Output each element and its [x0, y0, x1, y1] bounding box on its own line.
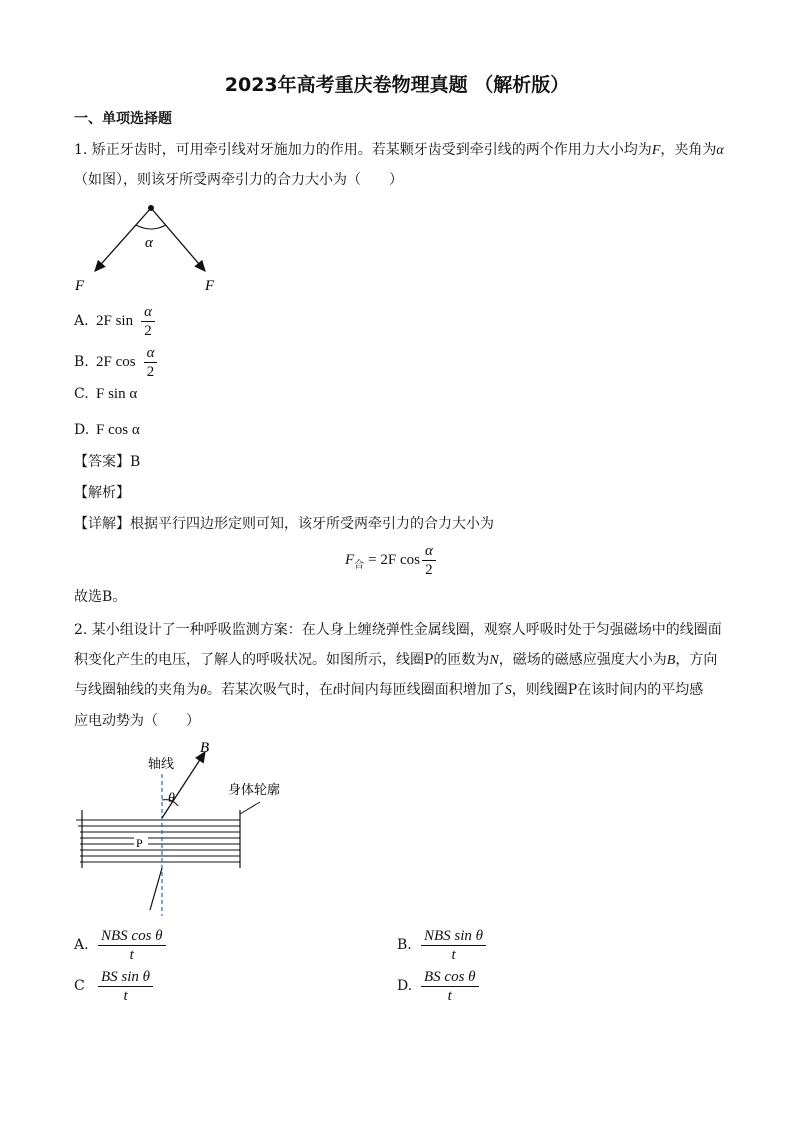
option-label: A. — [74, 937, 89, 953]
frac-num: BS sin θ — [101, 968, 151, 985]
section-heading: 一、单项选择题 — [74, 111, 172, 127]
q2-option-a[interactable] — [74, 925, 168, 965]
option-label: B. — [397, 937, 412, 953]
option-label: D. — [74, 422, 90, 438]
frac-den: 2 — [422, 560, 436, 579]
q1-conclusion: 故选B。 — [74, 589, 127, 605]
q2-stem-line3 — [74, 680, 703, 701]
option-label: C — [74, 978, 85, 994]
theta-label: θ — [168, 791, 175, 806]
force-arrow-right — [151, 208, 205, 271]
q2-var-B: B — [666, 653, 676, 668]
option-expr: 2F sin — [96, 312, 134, 329]
q1-option-d[interactable] — [74, 415, 140, 445]
q1-option-c[interactable] — [74, 379, 137, 409]
q2-coil-diagram — [70, 738, 310, 918]
detail-text: 根据平行四边形定则可知，该牙所受两牵引力的合力大小为 — [130, 516, 494, 532]
q2-stem-line2 — [74, 650, 717, 671]
q1-var-alpha: α — [716, 143, 724, 158]
angle-label: α — [145, 235, 153, 251]
q2-var-N: N — [489, 653, 499, 668]
frac-den: 2 — [144, 362, 158, 381]
q1-detail — [74, 514, 494, 534]
q2-option-d[interactable] — [397, 966, 481, 1006]
option-expr: F sin α — [96, 385, 138, 402]
answer-tag: 【答案】 — [74, 454, 130, 470]
angle-arc — [136, 225, 166, 229]
q2-text: 。若某次吸气时，在 — [206, 682, 333, 698]
formula-rhs: = 2F cos — [368, 552, 420, 568]
force-arrow-left — [95, 208, 151, 271]
frac-den: t — [421, 986, 479, 1005]
answer-value: B — [130, 454, 141, 470]
option-label: A. — [74, 313, 89, 329]
q2-text: ，则线圈P在该时间内的平均感 — [511, 682, 704, 698]
q1-force-diagram — [70, 198, 230, 298]
q2-option-b[interactable] — [397, 925, 488, 965]
option-label: D. — [397, 978, 413, 994]
formula-sub: 合 — [354, 560, 365, 571]
b-label: B — [200, 740, 210, 756]
q1-var-F: F — [651, 143, 661, 158]
option-expr: 2F cos — [96, 353, 136, 370]
body-label-pointer — [240, 802, 260, 814]
option-label: B. — [74, 354, 89, 370]
frac-den: t — [421, 945, 486, 964]
q1-analysis-tag: 【解析】 — [74, 485, 130, 501]
force-label-left: F — [75, 278, 85, 294]
option-expr: F cos α — [96, 421, 140, 438]
q1-formula — [345, 542, 438, 579]
q1-answer — [74, 452, 140, 472]
frac-num: α — [144, 303, 152, 320]
option-label: C. — [74, 386, 89, 402]
q2-var-theta: θ — [200, 683, 207, 698]
q2-stem-line1: 2. 某小组设计了一种呼吸监测方案：在人身上缠绕弹性金属线圈，观察人呼吸时处于匀强磁场中的线圈面 — [74, 622, 722, 638]
frac-num: α — [424, 543, 433, 559]
formula-lhs: F — [345, 552, 355, 568]
frac-num: NBS sin θ — [424, 927, 484, 944]
q2-var-t: t — [332, 683, 337, 698]
q2-text: ，磁场的磁感应强度大小为 — [498, 652, 667, 668]
frac-num: α — [146, 344, 155, 361]
body-label: 身体轮廓 — [228, 783, 281, 798]
coil-windings — [76, 820, 240, 862]
force-label-right: F — [205, 278, 215, 294]
detail-tag: 【详解】 — [74, 516, 130, 532]
q1-stem-line1 — [74, 140, 724, 161]
q2-text: 与线圈轴线的夹角为 — [74, 682, 200, 698]
frac-num: BS cos θ — [424, 968, 476, 985]
q2-option-c[interactable] — [74, 966, 155, 1006]
q1-text: 1. 矫正牙齿时，可用牵引线对牙施加力的作用。若某颗牙齿受到牵引线的两个作用力大小均为 — [74, 142, 652, 158]
q1-stem-line2: （如图），则该牙所受两牵引力的合力大小为（ ） — [74, 172, 403, 188]
frac-den: t — [98, 945, 166, 964]
coil-label: P — [136, 836, 143, 850]
q2-stem-line4: 应电动势为（ ） — [74, 713, 200, 729]
axis-label: 轴线 — [148, 757, 175, 772]
frac-den: t — [98, 986, 153, 1005]
q2-text: 时间内每匝线圈面积增加了 — [336, 682, 505, 698]
q1-text-mid: ，夹角为 — [660, 142, 717, 158]
q2-text: ，方向 — [675, 652, 718, 668]
b-field-lower — [150, 868, 162, 910]
frac-num: NBS cos θ — [101, 927, 163, 944]
frac-den: 2 — [141, 321, 155, 340]
q2-var-S: S — [504, 683, 512, 698]
q1-option-a[interactable] — [74, 301, 157, 341]
q1-option-b[interactable] — [74, 342, 159, 382]
q2-text: 积变化产生的电压，了解人的呼吸状况。如图所示，线圈P的匝数为 — [74, 652, 490, 668]
page-title: 2023年高考重庆卷物理真题 （解析版） — [224, 74, 570, 96]
